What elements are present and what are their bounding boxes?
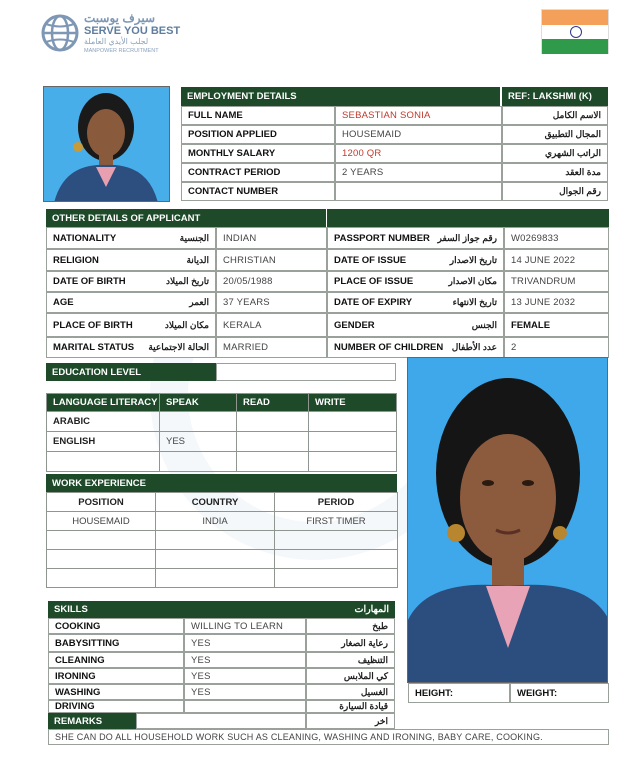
work-cell: FIRST TIMER (275, 512, 398, 531)
skill-arabic: الغسيل (306, 684, 395, 700)
detail-value: 2 (504, 337, 609, 358)
detail-value: INDIAN (216, 227, 327, 249)
globe-logo-icon (40, 13, 80, 53)
employment-label: FULL NAME (181, 106, 335, 125)
applicant-photo-small (43, 86, 170, 202)
skill-label: IRONING (48, 668, 184, 684)
language-cell (237, 432, 309, 452)
employment-label: CONTACT NUMBER (181, 182, 335, 201)
work-header-cell: COUNTRY (156, 493, 275, 512)
work-experience-table (46, 492, 398, 588)
detail-value: KERALA (216, 313, 327, 337)
work-header-cell: PERIOD (275, 493, 398, 512)
skills-header: SKILLS (48, 601, 240, 618)
language-cell (309, 412, 397, 432)
other-details-header-right (327, 209, 609, 227)
remarks-spacer (136, 713, 306, 729)
logo-arabic: سيرف يوسبت (84, 11, 156, 25)
employment-value: HOUSEMAID (335, 125, 502, 144)
work-cell (47, 550, 156, 569)
skill-label: COOKING (48, 618, 184, 634)
detail-label: NATIONALITY الجنسية (46, 227, 216, 249)
work-cell (275, 531, 398, 550)
skill-value: WILLING TO LEARN (184, 618, 306, 634)
employment-details-header: EMPLOYMENT DETAILS (181, 87, 500, 106)
language-cell: ENGLISH (47, 432, 160, 452)
employment-label: POSITION APPLIED (181, 125, 335, 144)
language-cell: ARABIC (47, 412, 160, 432)
language-cell (47, 452, 160, 472)
skill-value (184, 700, 306, 713)
detail-value: 13 JUNE 2032 (504, 292, 609, 313)
employment-arabic: رقم الجوال (502, 182, 608, 201)
skill-arabic: كي الملابس (306, 668, 395, 684)
work-cell (156, 569, 275, 588)
skill-arabic: التنظيف (306, 652, 395, 668)
detail-label: PASSPORT NUMBER رقم جواز السفر (327, 227, 504, 249)
detail-value: 20/05/1988 (216, 271, 327, 292)
detail-label: DATE OF EXPIRY تاريخ الانتهاء (327, 292, 504, 313)
detail-value: 37 YEARS (216, 292, 327, 313)
work-header-cell: POSITION (47, 493, 156, 512)
detail-label: PLACE OF BIRTH مكان الميلاد (46, 313, 216, 337)
reference-label: REF: LAKSHMI (K) (502, 87, 608, 106)
skill-label: CLEANING (48, 652, 184, 668)
work-cell (156, 550, 275, 569)
detail-value: W0269833 (504, 227, 609, 249)
education-level-value (216, 363, 396, 381)
employment-value (335, 182, 502, 201)
work-cell: INDIA (156, 512, 275, 531)
employment-label: CONTRACT PERIOD (181, 163, 335, 182)
detail-value: TRIVANDRUM (504, 271, 609, 292)
skill-label: WASHING (48, 684, 184, 700)
skill-arabic: طبخ (306, 618, 395, 634)
company-logo (40, 10, 181, 58)
detail-label: MARITAL STATUS الحالة الاجتماعية (46, 337, 216, 358)
logo-english: SERVE YOU BEST (84, 25, 181, 37)
detail-value: 14 JUNE 2022 (504, 249, 609, 271)
work-cell (275, 569, 398, 588)
weight-field: WEIGHT: (510, 683, 609, 703)
language-cell (160, 412, 237, 432)
remarks-arabic-cell: اخر (306, 713, 395, 729)
remarks-text: SHE CAN DO ALL HOUSEHOLD WORK SUCH AS CLEANING, WASHING AND IRONING, BABY CARE, COOKING. (48, 729, 609, 745)
skill-value: YES (184, 652, 306, 668)
skill-arabic: رعاية الصغار (306, 634, 395, 652)
detail-label: DATE OF BIRTH تاريخ الميلاد (46, 271, 216, 292)
employment-value: SEBASTIAN SONIA (335, 106, 502, 125)
skill-value: YES (184, 668, 306, 684)
work-experience-header: WORK EXPERIENCE (46, 474, 397, 492)
language-cell (309, 432, 397, 452)
skills-header-arabic: المهارات (240, 601, 395, 618)
work-cell (47, 569, 156, 588)
language-cell (309, 452, 397, 472)
work-cell (275, 550, 398, 569)
employment-arabic: المجال التطبيق (502, 125, 608, 144)
employment-label: MONTHLY SALARY (181, 144, 335, 163)
india-flag-icon (541, 9, 609, 54)
detail-value: FEMALE (504, 313, 609, 337)
language-cell: YES (160, 432, 237, 452)
language-header-cell: READ (237, 394, 309, 412)
skill-value: YES (184, 634, 306, 652)
logo-sub-english: MANPOWER RECRUITMENT (84, 48, 159, 54)
work-cell (156, 531, 275, 550)
work-cell: HOUSEMAID (47, 512, 156, 531)
other-details-header: OTHER DETAILS OF APPLICANT (46, 209, 326, 227)
detail-label: AGE العمر (46, 292, 216, 313)
employment-arabic: مدة العقد (502, 163, 608, 182)
applicant-photo-large (407, 357, 608, 683)
work-cell (47, 531, 156, 550)
skill-label: DRIVING (48, 700, 184, 713)
language-header-cell: LANGUAGE LITERACY (47, 394, 160, 412)
employment-value: 2 YEARS (335, 163, 502, 182)
employment-value: 1200 QR (335, 144, 502, 163)
language-literacy-table (46, 393, 397, 472)
skill-arabic: قيادة السيارة (306, 700, 395, 713)
detail-label: GENDER الجنس (327, 313, 504, 337)
detail-label: DATE OF ISSUE تاريخ الاصدار (327, 249, 504, 271)
detail-label: NUMBER OF CHILDREN عدد الأطفال (327, 337, 504, 358)
remarks-header: REMARKS (48, 713, 136, 729)
language-cell (237, 452, 309, 472)
employment-arabic: الراتب الشهري (502, 144, 608, 163)
logo-sub-arabic: لجلب الأيدي العاملة (84, 37, 149, 46)
employment-arabic: الاسم الكامل (502, 106, 608, 125)
education-level-header: EDUCATION LEVEL (46, 363, 216, 381)
height-field: HEIGHT: (408, 683, 510, 703)
detail-label: RELIGION الديانة (46, 249, 216, 271)
language-header-cell: WRITE (309, 394, 397, 412)
detail-label: PLACE OF ISSUE مكان الاصدار (327, 271, 504, 292)
language-cell (160, 452, 237, 472)
detail-value: MARRIED (216, 337, 327, 358)
skill-value: YES (184, 684, 306, 700)
skill-label: BABYSITTING (48, 634, 184, 652)
detail-value: CHRISTIAN (216, 249, 327, 271)
language-header-cell: SPEAK (160, 394, 237, 412)
language-cell (237, 412, 309, 432)
